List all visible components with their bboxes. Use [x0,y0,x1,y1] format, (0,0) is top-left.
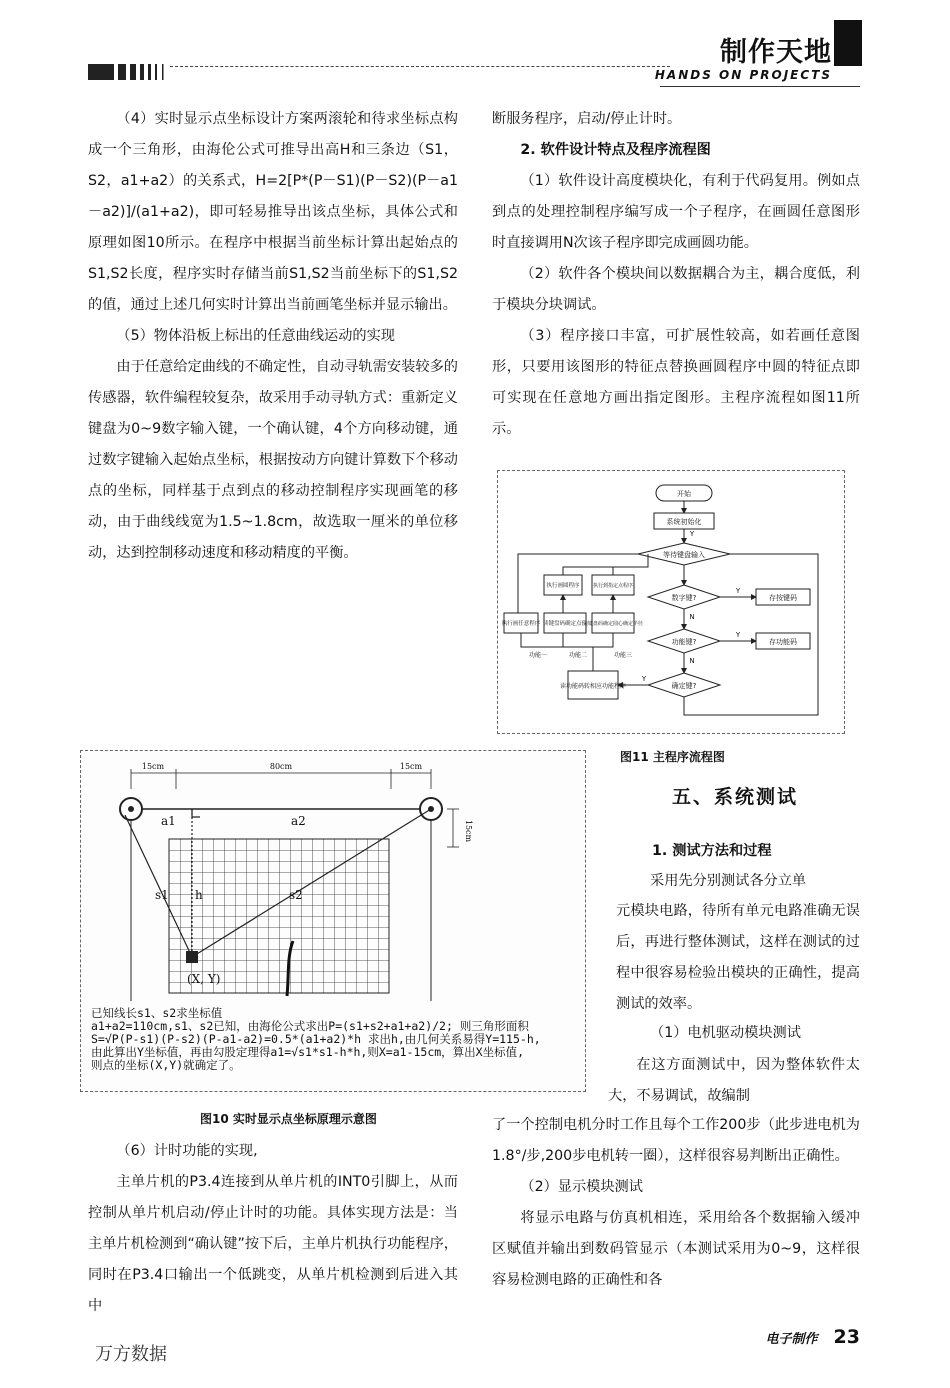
node-exec-circle: 执行画圆程序 [546,583,580,589]
subheading: （6）计时功能的实现, [116,1143,258,1159]
paragraph: （3）程序接口丰富，可扩展性较高，如若画任意图形，只要用该图形的特征点替换画圆程序中圆的特征点即可实现在任意地方画出指定图形。主程序流程如图11所示。 [492,328,860,437]
left-column-bottom-text [88,1136,458,1322]
subheading: （1）电机驱动模块测试 [650,1025,801,1041]
node-read-func: 读功能码转相应功能程序 [559,683,627,690]
label-xy: (X, Y) [187,972,221,986]
subheading: （5）物体沿板上标出的任意曲线运动的实现 [116,328,395,344]
dim-left: 15cm [141,762,165,771]
paragraph-wrap [608,1050,860,1112]
left-column-text [88,104,458,569]
flowchart-figure [497,470,845,734]
label-a1: a1 [161,814,176,828]
paragraph-wrap [616,896,860,1020]
paragraph: 断服务程序，启动/停止计时。 [492,111,682,127]
header-black-tab [834,20,862,66]
node-read-key2: 读键盘码确定圆心确定半径 [582,621,644,627]
dim-middle: 80cm [269,762,293,771]
dim-vertical: 15cm [464,819,473,843]
label-y: Y [689,530,695,538]
subheading: （2）显示模块测试 [520,1179,643,1195]
label-h: h [195,888,203,902]
right-column-text [492,104,860,445]
section-subtitle: HANDS ON PROJECTS [654,68,832,82]
paragraph: 元模块电路，待所有单元电路准确无误后，再进行整体测试，这样在测试的过程中很容易检验出模块的正确性，提高测试的效率。 [616,903,860,1012]
label-s1: s1 [155,888,169,902]
note-line: a1+a2=110cm,s1、s2已知，由海伦公式求出P=(s1+s2+a1+a2)/2; 则三角形面积 [91,1019,529,1033]
note-line: 已知线长s1、s2求坐标值 [91,1006,223,1020]
node-digit: 数字键? [671,594,697,602]
label-a2: a2 [291,814,306,828]
coordinate-figure [80,750,586,1092]
section-title: 制作天地 [720,37,832,68]
paragraph-wrap [492,1110,860,1296]
node-exec-any: 执行画任意程序 [501,621,541,627]
page-footer [766,1326,860,1348]
figure-11-caption: 图11 主程序流程图 [620,750,725,764]
paragraph: 了一个控制电机分时工作且每个工作200步（此步进电机为1.8°/步,200步电机转一圈），这样很容易判断出正确性。 [492,1117,860,1164]
node-read-key: 读键盘码确定点位 [542,621,588,627]
magazine-name: 电子制作 [765,1332,818,1347]
node-store-key: 存按键码 [769,594,797,602]
paragraph-wrap [650,866,860,897]
paragraph: 将显示电路与仿真机相连，采用给各个数据输入缓冲区赋值并输出到数码管显示（本测试采用为0~9，这样很容易检测电路的正确性和各 [492,1210,860,1288]
node-init: 系统初始化 [666,518,702,526]
paragraph: 在这方面测试中，因为整体软件太大，不易调试，故编制 [608,1057,860,1104]
header-dashed-line [170,66,670,67]
subheading-test-method [652,836,860,867]
note-line: 则点的坐标(X,Y)就确定了。 [91,1058,241,1072]
header-decoration-bars [88,62,168,82]
label-f3: 功能三 [613,652,633,659]
label-f1: 功能一 [528,652,548,659]
label-y: Y [641,675,647,683]
watermark: 万方数据 [95,1344,167,1365]
node-start: 开始 [677,490,691,498]
paragraph: 由于任意给定曲线的不确定性，自动寻轨需安装较多的传感器，软件编程较复杂，故采用手动寻轨方式：重新定义键盘为0~9数字输入键，一个确认键，4个方向移动键，通过数字键输入起始点坐标，根据按动方向键计算数下个移动点的坐标，同样基于点到点的移动控制程序实现画笔的移动，由于曲线线宽为1.5~1.8cm，故选取一厘米的单位移动，达到控制移动速度和移动精度的平衡。 [88,359,458,561]
label-f2: 功能二 [568,652,588,659]
node-confirm: 确定键? [671,682,697,690]
page-number: 23 [833,1326,860,1348]
label-y: Y [735,631,741,639]
paragraph: （2）软件各个模块间以数据耦合为主，耦合度低，利于模块分块调试。 [492,266,860,313]
node-store-func: 存功能码 [769,638,797,646]
section-heading: 五、系统测试 [672,786,799,808]
subheading-motor [650,1018,860,1049]
node-wait: 等待键盘输入 [663,551,705,559]
label-n: N [689,657,695,665]
paragraph: （4）实时显示点坐标设计方案两滚轮和待求坐标点构成一个三角形，由海伦公式可推导出高H和三条边（S1，S2，a1+a2）的关系式，H=2[P*(P－S1)(P－S2)(P－a1－a2)]/(a1+a2)，即可轻易推导出该点坐标，具体公式和原理如图10所示。在程序中根据当前坐标计算出起始点的S1,S2长度，程序实时存储当前S1,S2当前坐标下的S1,S2的值，通过上述几何实时计算出当前画笔坐标并显示输出。 [88,111,458,313]
subheading: 2. 软件设计特点及程序流程图 [520,142,711,158]
paragraph: 主单片机的P3.4连接到从单片机的INT0引脚上，从而控制从单片机启动/停止计时的功能。具体实现方法是：当主单片机检测到“确认键”按下后，主单片机执行功能程序，同时在P3.4口输出一个低跳变，从单片机检测到后进入其中 [88,1174,458,1314]
figure-10-caption: 图10 实时显示点坐标原理示意图 [200,1112,377,1126]
label-s2: s2 [289,888,303,902]
header-rule [660,86,860,87]
subheading: 1. 测试方法和过程 [652,843,772,859]
node-exec-fixed: 执行到指定点程序 [592,583,634,589]
paragraph: 采用先分别测试各分立单 [650,873,807,889]
label-y: Y [735,587,741,595]
note-line: 由此算出Y坐标值，再由勾股定理得a1=√s1*s1-h*h,则X=a1-15cm，算出X坐标值, [91,1045,525,1059]
note-line: S=√P(P-s1)(P-s2)(P-a1-a2)=0.5*(a1+a2)*h 求出h,由几何关系易得Y=115-h, [91,1032,541,1046]
figure-10-note [91,1007,581,1072]
dim-right: 15cm [399,762,423,771]
label-n: N [689,613,695,621]
node-func: 功能键? [671,638,697,646]
paragraph: （1）软件设计高度模块化，有利于代码复用。例如点到点的处理控制程序编写成一个子程序，在画圆任意图形时直接调用N次该子程序即完成画圆功能。 [492,173,860,251]
